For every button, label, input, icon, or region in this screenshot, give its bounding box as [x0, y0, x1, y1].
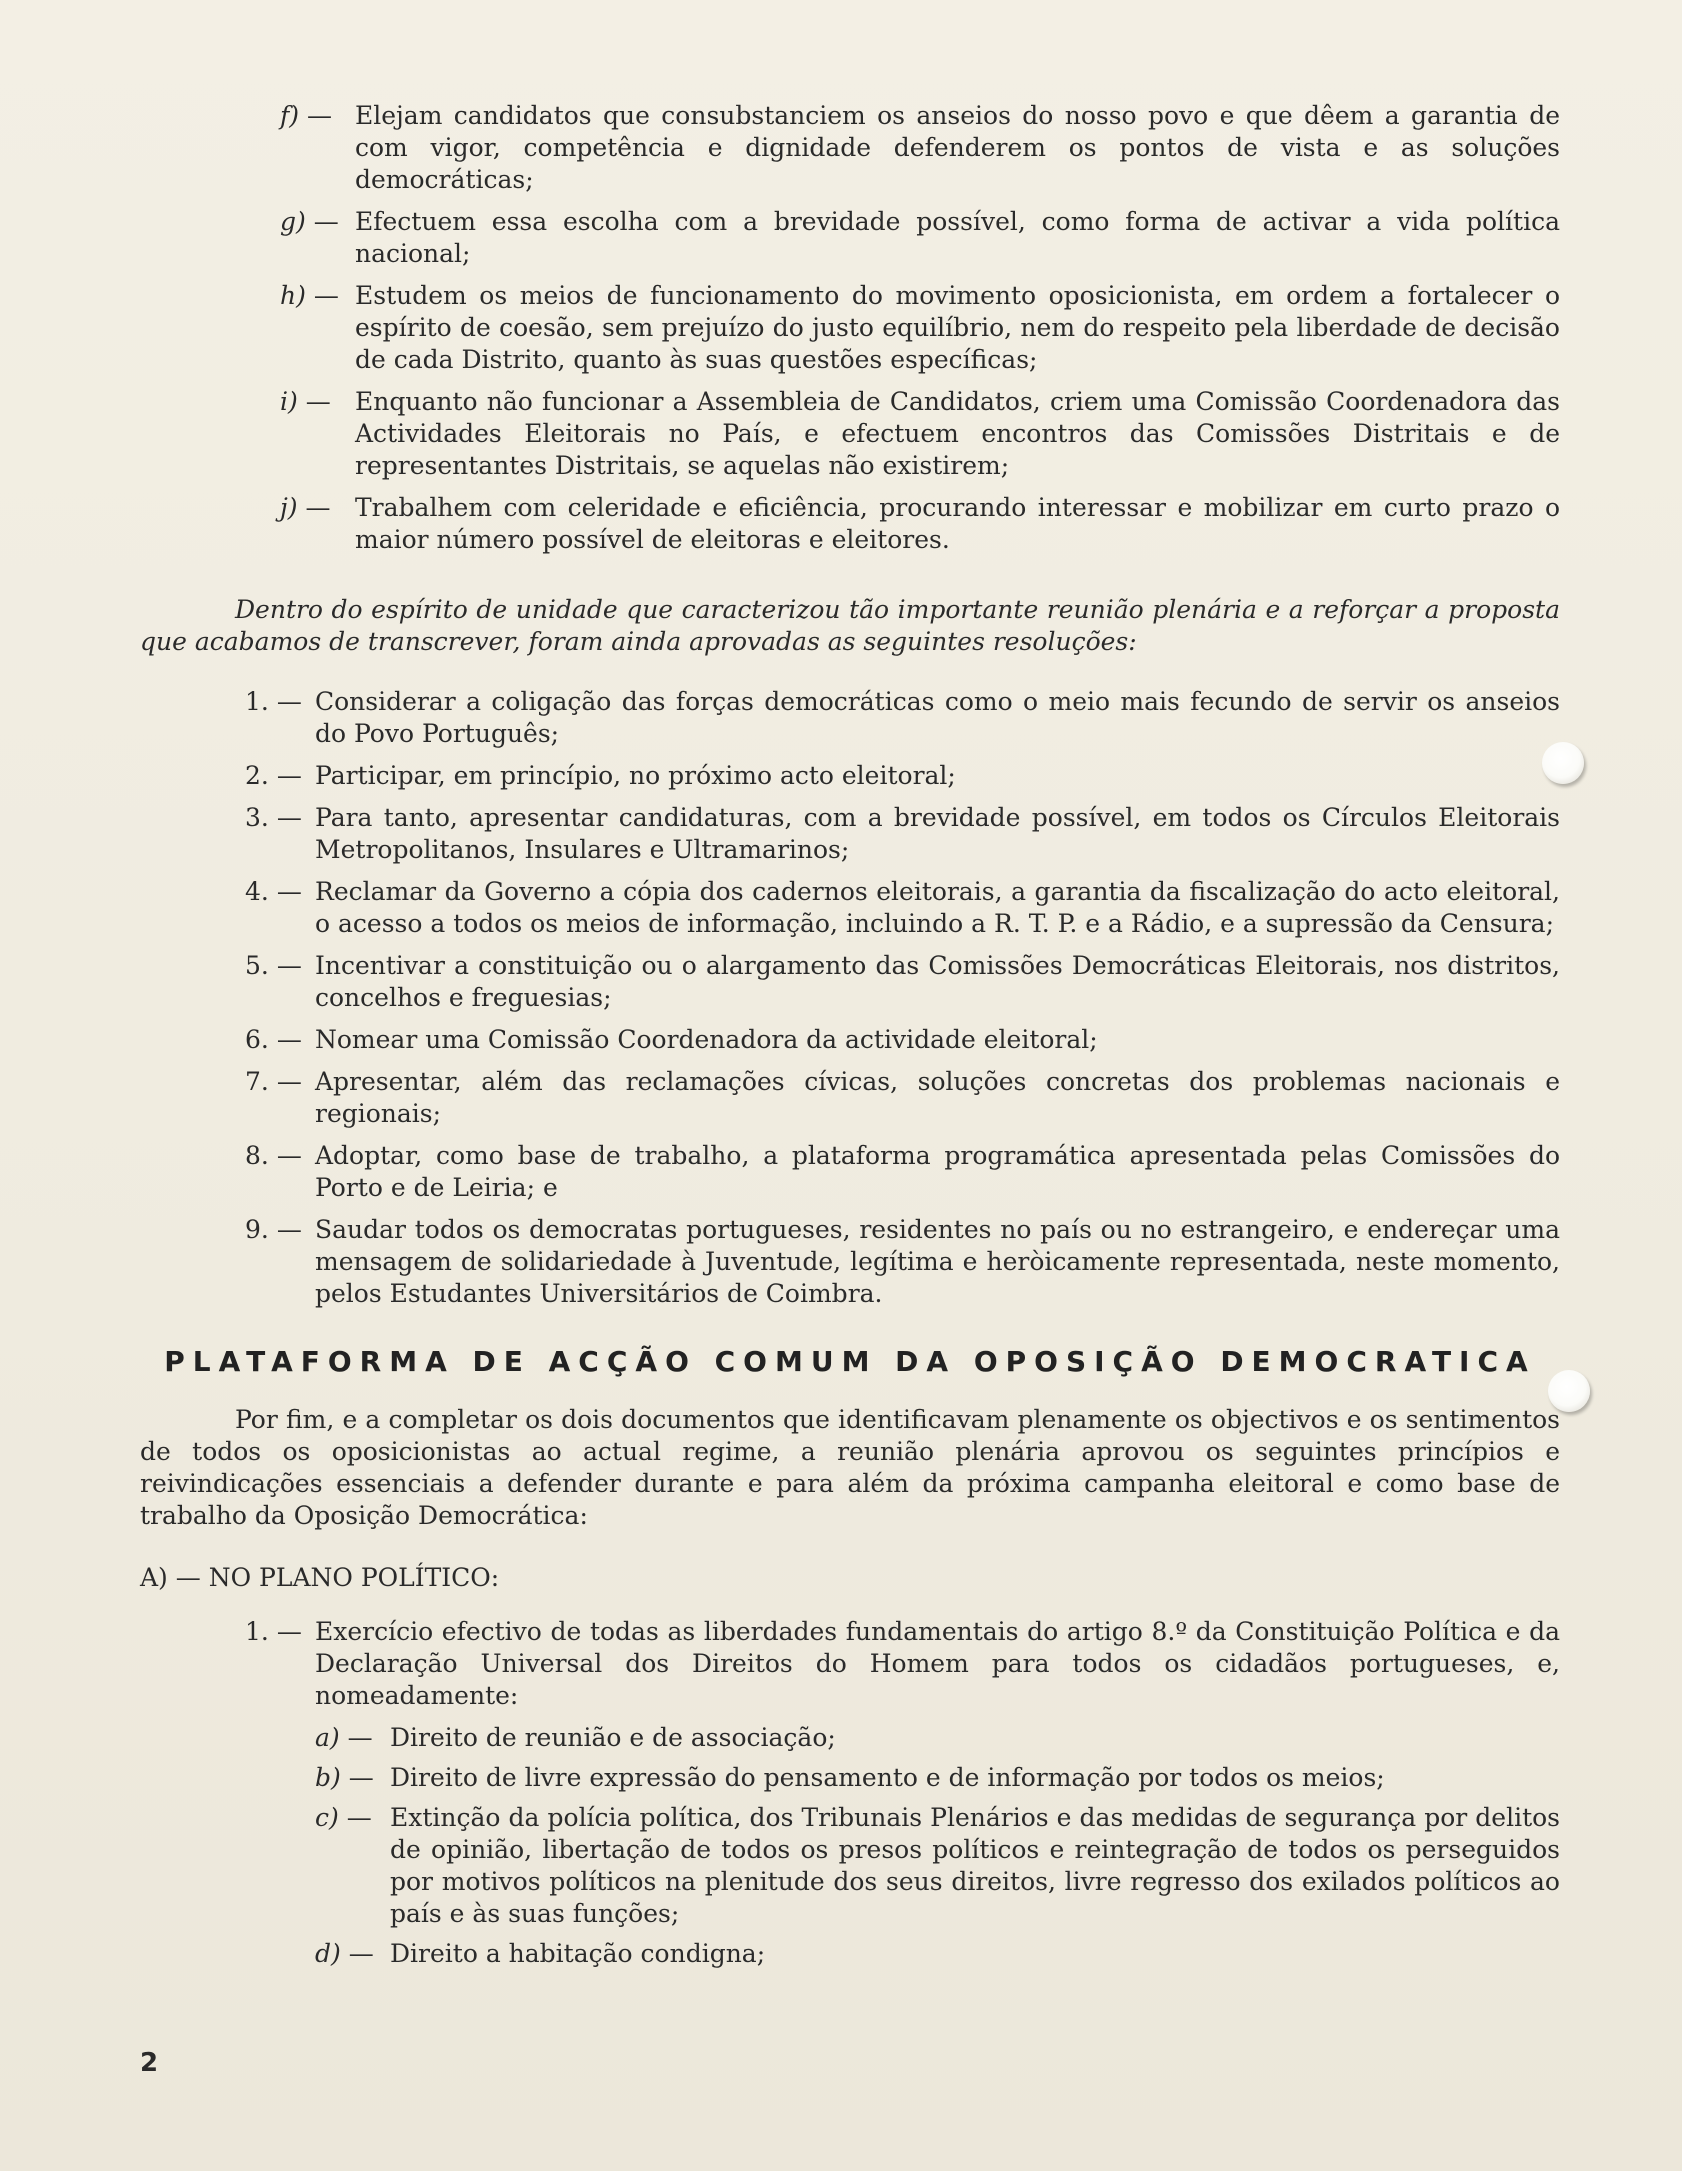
item-text: Reclamar da Governo a cópia dos cadernos eleitorais, a garantia da fiscalização do acto eleitoral, o acesso a todos os meios de informação, incluindo a R. T. P. e a Rádio, e a supressão da Censura; — [315, 877, 1560, 938]
item-text: Para tanto, apresentar candidaturas, com a brevidade possível, em todos os Círculos Eleitorais Metropolitanos, Insulares e Ultramarinos; — [315, 803, 1560, 864]
resolution-item-1: 1. — Considerar a coligação das forças democráticas como o meio mais fecundo de servir os anseios do Povo Português; — [245, 687, 1560, 748]
document-body — [140, 100, 1560, 1978]
section-paragraph: Por fim, e a completar os dois documentos que identificavam plenamente os objectivos e os sentimentos de todos os oposicionistas ao actual regime, a reunião plenária aprovou os seguintes princípios e reivindicações essenciais a defender durante e para além da próxima campanha eleitoral e como base de trabalho da Oposição Democrática: — [140, 1405, 1560, 1530]
item-text: Considerar a coligação das forças democráticas como o meio mais fecundo de servir os anseios do Povo Português; — [315, 687, 1560, 748]
item-label: h) — [280, 281, 306, 310]
resolution-item-6: 6. — Nomear uma Comissão Coordenadora da actividade eleitoral; — [245, 1025, 1098, 1054]
item-label: c) — [315, 1803, 339, 1832]
item-text: Direito a habitação condigna; — [390, 1939, 766, 1968]
item-number: 1. — [245, 687, 269, 716]
page-number: 2 — [140, 2048, 159, 2078]
item-label: g) — [280, 207, 306, 236]
resolution-item-5: 5. — Incentivar a constituição ou o alargamento das Comissões Democráticas Eleitorais, nos distritos, concelhos e freguesias; — [245, 951, 1560, 1012]
item-number: 7. — [245, 1067, 269, 1096]
sub-heading: A) — NO PLANO POLÍTICO: — [140, 1563, 500, 1592]
item-text: Enquanto não funcionar a Assembleia de Candidatos, criem uma Comissão Coordenadora das Actividades Eleitorais no País, e efectuem encontros das Comissões Distritais e de representantes Distritais, se aquelas não existirem; — [355, 387, 1560, 480]
resolution-item-7: 7. — Apresentar, além das reclamações cívicas, soluções concretas dos problemas nacionais e regionais; — [245, 1067, 1560, 1128]
item-number: 2. — [245, 761, 269, 790]
item-text: Participar, em princípio, no próximo acto eleitoral; — [315, 761, 956, 790]
item-label: i) — [280, 387, 298, 416]
intro-paragraph: Dentro do espírito de unidade que caracterizou tão importante reunião plenária e a reforçar a proposta que acabamos de transcrever, foram ainda aprovadas as seguintes resoluções: — [140, 595, 1560, 656]
political-subitem-a: a) — Direito de reunião e de associação; — [315, 1723, 836, 1752]
item-label: d) — [315, 1939, 341, 1968]
item-text: Incentivar a constituição ou o alargamento das Comissões Democráticas Eleitorais, nos distritos, concelhos e freguesias; — [315, 951, 1560, 1012]
political-item-1: 1. — Exercício efectivo de todas as liberdades fundamentais do artigo 8.º da Constituição Política e da Declaração Universal dos Direitos do Homem para todos os cidadãos portugueses, e, nomeadamente: — [245, 1617, 1560, 1710]
item-label: b) — [315, 1763, 341, 1792]
item-number: 4. — [245, 877, 269, 906]
resolution-item-9: 9. — Saudar todos os democratas portugueses, residentes no país ou no estrangeiro, e endereçar uma mensagem de solidariedade à Juventude, legítima e heròicamente representada, neste momento, pelos Estudantes Universitários de Coimbra. — [245, 1215, 1560, 1308]
list-item-j: j) — Trabalhem com celeridade e eficiência, procurando interessar e mobilizar em curto prazo o maior número possível de eleitoras e eleitores. — [280, 493, 1560, 554]
item-text: Nomear uma Comissão Coordenadora da actividade eleitoral; — [315, 1025, 1098, 1054]
item-number: 8. — [245, 1141, 269, 1170]
item-label: f) — [280, 101, 300, 130]
item-text: Adoptar, como base de trabalho, a plataforma programática apresentada pelas Comissões do Porto e de Leiria; e — [315, 1141, 1560, 1202]
item-text: Apresentar, além das reclamações cívicas, soluções concretas dos problemas nacionais e regionais; — [315, 1067, 1560, 1128]
resolution-item-4: 4. — Reclamar da Governo a cópia dos cadernos eleitorais, a garantia da fiscalização do acto eleitoral, o acesso a todos os meios de informação, incluindo a R. T. P. e a Rádio, e a supressão da Censura; — [245, 877, 1560, 938]
list-item-f: f) — Elejam candidatos que consubstanciem os anseios do nosso povo e que dêem a garantia de com vigor, competência e dignidade defenderem os pontos de vista e as soluções democráticas; — [280, 101, 1560, 194]
list-item-h: h) — Estudem os meios de funcionamento do movimento oposicionista, em ordem a fortalecer o espírito de coesão, sem prejuízo do justo equilíbrio, nem do respeito pela liberdade de decisão de cada Distrito, quanto às suas questões específicas; — [280, 281, 1560, 374]
item-text: Trabalhem com celeridade e eficiência, procurando interessar e mobilizar em curto prazo o maior número possível de eleitoras e eleitores. — [355, 493, 1560, 554]
item-text: Efectuem essa escolha com a brevidade possível, como forma de activar a vida política nacional; — [355, 207, 1560, 268]
section-heading: PLATAFORMA DE ACÇÃO COMUM DA OPOSIÇÃO DEMOCRATICA — [164, 1345, 1536, 1378]
political-subitem-c: c) — Extinção da polícia política, dos Tribunais Plenários e das medidas de segurança por delitos de opinião, libertação de todos os presos políticos e reintegração de todos os perseguidos por motivos políticos na plenitude dos seus direitos, livre regresso dos exilados políticos ao país e às suas funções; — [315, 1803, 1560, 1928]
item-text: Direito de livre expressão do pensamento e de informação por todos os meios; — [390, 1763, 1385, 1792]
item-text: Direito de reunião e de associação; — [390, 1723, 836, 1752]
resolution-item-2: 2. — Participar, em princípio, no próximo acto eleitoral; — [245, 761, 956, 790]
item-label: j) — [280, 493, 298, 522]
item-text: Extinção da polícia política, dos Tribunais Plenários e das medidas de segurança por delitos de opinião, libertação de todos os presos políticos e reintegração de todos os perseguidos por motivos políticos na plenitude dos seus direitos, livre regresso dos exilados políticos ao país e às suas funções; — [390, 1803, 1560, 1928]
item-text: Elejam candidatos que consubstanciem os anseios do nosso povo e que dêem a garantia de com vigor, competência e dignidade defenderem os pontos de vista e as soluções democráticas; — [355, 101, 1560, 194]
resolution-item-3: 3. — Para tanto, apresentar candidaturas, com a brevidade possível, em todos os Círculos Eleitorais Metropolitanos, Insulares e Ultramarinos; — [245, 803, 1560, 864]
item-text: Exercício efectivo de todas as liberdades fundamentais do artigo 8.º da Constituição Política e da Declaração Universal dos Direitos do Homem para todos os cidadãos portugueses, e, nomeadamente: — [315, 1617, 1560, 1710]
resolution-item-8: 8. — Adoptar, como base de trabalho, a plataforma programática apresentada pelas Comissões do Porto e de Leiria; e — [245, 1141, 1560, 1202]
list-item-i: i) — Enquanto não funcionar a Assembleia de Candidatos, criem uma Comissão Coordenadora das Actividades Eleitorais no País, e efectuem encontros das Comissões Distritais e de representantes Distritais, se aquelas não existirem; — [280, 387, 1560, 480]
item-number: 6. — [245, 1025, 269, 1054]
item-text: Estudem os meios de funcionamento do movimento oposicionista, em ordem a fortalecer o espírito de coesão, sem prejuízo do justo equilíbrio, nem do respeito pela liberdade de decisão de cada Distrito, quanto às suas questões específicas; — [355, 281, 1560, 374]
item-number: 5. — [245, 951, 269, 980]
item-label: a) — [315, 1723, 340, 1752]
political-subitem-b: b) — Direito de livre expressão do pensamento e de informação por todos os meios; — [315, 1763, 1385, 1792]
item-text: Saudar todos os democratas portugueses, residentes no país ou no estrangeiro, e endereçar uma mensagem de solidariedade à Juventude, legítima e heròicamente representada, neste momento, pelos Estudantes Universitários de Coimbra. — [315, 1215, 1560, 1308]
item-number: 1. — [245, 1617, 269, 1646]
item-number: 9. — [245, 1215, 269, 1244]
item-number: 3. — [245, 803, 269, 832]
political-subitem-d: d) — Direito a habitação condigna; — [315, 1939, 766, 1968]
list-item-g: g) — Efectuem essa escolha com a brevidade possível, como forma de activar a vida política nacional; — [280, 207, 1560, 268]
